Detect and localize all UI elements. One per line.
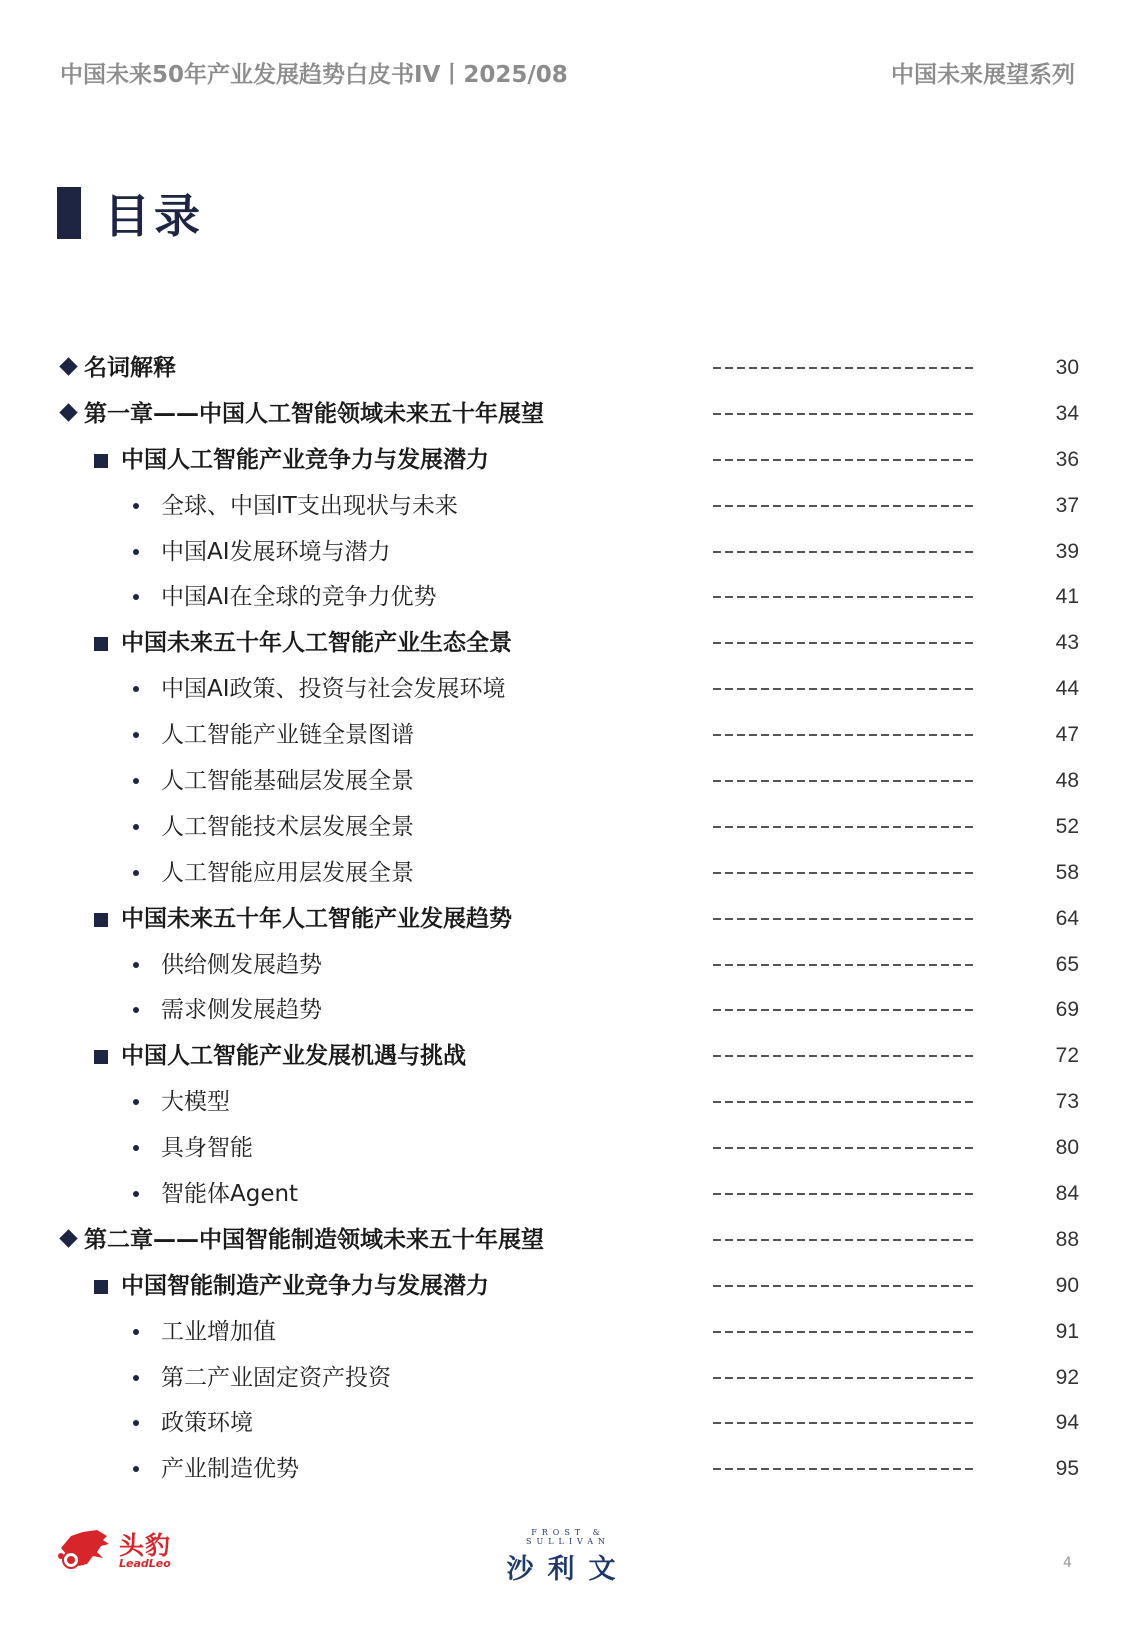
dotted-leader (713, 1468, 975, 1470)
toc-entry-title: 产业制造优势 (161, 1456, 299, 1483)
toc-entry-title: 人工智能产业链全景图谱 (161, 722, 414, 749)
diamond-bullet-icon (59, 357, 77, 375)
toc-entry-page: 72 (1055, 1044, 1079, 1068)
dot-bullet-icon (133, 1191, 139, 1197)
toc-entry[interactable] (0, 628, 1125, 674)
leadleo-cn-name: 头豹 (119, 1531, 172, 1560)
toc-entry[interactable] (0, 1133, 1125, 1179)
dotted-leader (713, 367, 975, 369)
toc-entry-title: 人工智能技术层发展全景 (161, 813, 414, 840)
dot-bullet-icon (133, 1007, 139, 1013)
dotted-leader (713, 1055, 975, 1057)
toc-entry-page: 95 (1055, 1457, 1079, 1481)
leopard-head-icon (57, 1526, 113, 1572)
toc-entry-title: 中国未来五十年人工智能产业生态全景 (121, 630, 512, 657)
frost-sullivan-logo (488, 1528, 648, 1585)
toc-entry-title: 全球、中国IT支出现状与未来 (161, 492, 458, 519)
toc-entry[interactable] (0, 399, 1125, 445)
toc-entry-title: 中国AI政策、投资与社会发展环境 (161, 676, 506, 703)
toc-entry-title: 中国人工智能产业竞争力与发展潜力 (121, 446, 489, 473)
toc-entry[interactable] (0, 1271, 1125, 1317)
toc-entry-page: 80 (1055, 1136, 1079, 1160)
dot-bullet-icon (133, 1466, 139, 1472)
toc-entry-page: 92 (1055, 1365, 1079, 1389)
series-name: 中国未来展望系列 (891, 62, 1075, 88)
toc-entry[interactable] (0, 537, 1125, 583)
dotted-leader (713, 1331, 975, 1333)
square-bullet-icon (94, 1050, 108, 1064)
toc-entry-page: 64 (1055, 906, 1079, 930)
dot-bullet-icon (133, 549, 139, 555)
dotted-leader (713, 1193, 975, 1195)
dotted-leader (713, 688, 975, 690)
dotted-leader (713, 918, 975, 920)
toc-entry-title: 中国未来五十年人工智能产业发展趋势 (121, 905, 512, 932)
toc-entry-page: 43 (1055, 631, 1079, 655)
dot-bullet-icon (133, 870, 139, 876)
dotted-leader (713, 1285, 975, 1287)
dot-bullet-icon (133, 962, 139, 968)
toc-entry-page: 94 (1055, 1411, 1079, 1435)
toc-entry-page: 37 (1055, 493, 1079, 517)
toc-entry[interactable] (0, 766, 1125, 812)
document-header-title: 中国未来50年产业发展趋势白皮书IV丨2025/08 (60, 62, 568, 88)
dot-bullet-icon (133, 778, 139, 784)
toc-entry-page: 52 (1055, 814, 1079, 838)
toc-entry-page: 41 (1055, 585, 1079, 609)
square-bullet-icon (94, 637, 108, 651)
toc-entry[interactable] (0, 1225, 1125, 1271)
toc-entry-page: 48 (1055, 769, 1079, 793)
dotted-leader (713, 1101, 975, 1103)
dotted-leader (713, 596, 975, 598)
dotted-leader (713, 1377, 975, 1379)
toc-entry-title: 中国人工智能产业发展机遇与挑战 (121, 1043, 466, 1070)
square-bullet-icon (94, 454, 108, 468)
toc-entry[interactable] (0, 1179, 1125, 1225)
toc-entry-page: 69 (1055, 998, 1079, 1022)
dotted-leader (713, 826, 975, 828)
dotted-leader (713, 1147, 975, 1149)
toc-entry-title: 大模型 (161, 1089, 230, 1116)
dotted-leader (713, 413, 975, 415)
toc-entry[interactable] (0, 445, 1125, 491)
toc-entry[interactable] (0, 858, 1125, 904)
dotted-leader (713, 964, 975, 966)
toc-entry-page: 36 (1055, 447, 1079, 471)
dot-bullet-icon (133, 1145, 139, 1151)
page-number: 4 (1063, 1555, 1072, 1571)
toc-entry[interactable] (0, 904, 1125, 950)
toc-entry-page: 30 (1055, 356, 1079, 379)
toc-entry-page: 39 (1055, 539, 1079, 563)
toc-entry-title: 供给侧发展趋势 (161, 951, 322, 978)
toc-entry-title: 人工智能基础层发展全景 (161, 768, 414, 795)
toc-entry-page: 91 (1055, 1319, 1079, 1343)
dot-bullet-icon (133, 503, 139, 509)
toc-entry[interactable] (0, 1454, 1125, 1500)
toc-entry-title: 第二章——中国智能制造领域未来五十年展望 (84, 1226, 544, 1253)
leadleo-logo (57, 1526, 177, 1576)
toc-entry-page: 47 (1055, 723, 1079, 747)
toc-entry-page: 88 (1055, 1227, 1079, 1251)
toc-entry-title: 中国智能制造产业竞争力与发展潜力 (121, 1272, 489, 1299)
dot-bullet-icon (133, 732, 139, 738)
dot-bullet-icon (133, 1329, 139, 1335)
dotted-leader (713, 780, 975, 782)
dotted-leader (713, 1239, 975, 1241)
dot-bullet-icon (133, 594, 139, 600)
toc-entry[interactable] (0, 995, 1125, 1041)
dot-bullet-icon (133, 686, 139, 692)
toc-entry[interactable] (0, 1363, 1125, 1409)
frost-sullivan-cn: 沙利文 (506, 1554, 630, 1585)
toc-entry-page: 65 (1055, 952, 1079, 976)
diamond-bullet-icon (59, 403, 77, 421)
toc-entry-page: 73 (1055, 1090, 1079, 1114)
table-of-contents (0, 353, 1125, 1500)
toc-entry[interactable] (0, 1041, 1125, 1087)
diamond-bullet-icon (59, 1229, 77, 1247)
toc-entry[interactable] (0, 812, 1125, 858)
toc-entry-title: 中国AI发展环境与潜力 (161, 538, 391, 565)
toc-entry[interactable] (0, 1087, 1125, 1133)
leadleo-en-name: LeadLeo (119, 1557, 171, 1570)
dotted-leader (713, 505, 975, 507)
toc-entry-page: 90 (1055, 1273, 1079, 1297)
toc-entry-page: 58 (1055, 860, 1079, 884)
toc-entry[interactable] (0, 582, 1125, 628)
page-title: 目录 (104, 189, 204, 243)
dotted-leader (713, 872, 975, 874)
toc-entry[interactable] (0, 674, 1125, 720)
toc-entry-title: 第二产业固定资产投资 (161, 1364, 391, 1391)
toc-entry-title: 智能体Agent (161, 1181, 299, 1208)
dotted-leader (713, 551, 975, 553)
dotted-leader (713, 1009, 975, 1011)
toc-entry-title: 工业增加值 (161, 1318, 276, 1345)
dot-bullet-icon (133, 1375, 139, 1381)
dot-bullet-icon (133, 1099, 139, 1105)
square-bullet-icon (94, 913, 108, 927)
toc-entry[interactable] (0, 720, 1125, 766)
toc-entry-title: 名词解释 (84, 355, 176, 381)
frost-sullivan-en: FROST & SULLIVAN (525, 1528, 611, 1546)
toc-entry-title: 政策环境 (161, 1410, 253, 1437)
dotted-leader (713, 1422, 975, 1424)
dotted-leader (713, 642, 975, 644)
toc-entry-page: 44 (1055, 677, 1079, 701)
dot-bullet-icon (133, 1420, 139, 1426)
dot-bullet-icon (133, 824, 139, 830)
toc-entry-page: 84 (1055, 1182, 1079, 1206)
dotted-leader (713, 734, 975, 736)
toc-entry-title: 中国AI在全球的竞争力优势 (161, 584, 437, 611)
toc-entry-title: 第一章——中国人工智能领域未来五十年展望 (84, 400, 544, 427)
toc-entry[interactable] (0, 1408, 1125, 1454)
square-bullet-icon (94, 1280, 108, 1294)
toc-entry[interactable] (0, 1317, 1125, 1363)
toc-entry[interactable] (0, 950, 1125, 996)
toc-entry[interactable] (0, 353, 1125, 399)
toc-entry-title: 具身智能 (161, 1135, 253, 1162)
toc-entry-title: 人工智能应用层发展全景 (161, 859, 414, 886)
dotted-leader (713, 459, 975, 461)
toc-entry[interactable] (0, 491, 1125, 537)
title-accent-bar (57, 187, 81, 239)
toc-entry-title: 需求侧发展趋势 (161, 997, 322, 1024)
toc-entry-page: 34 (1055, 401, 1079, 425)
